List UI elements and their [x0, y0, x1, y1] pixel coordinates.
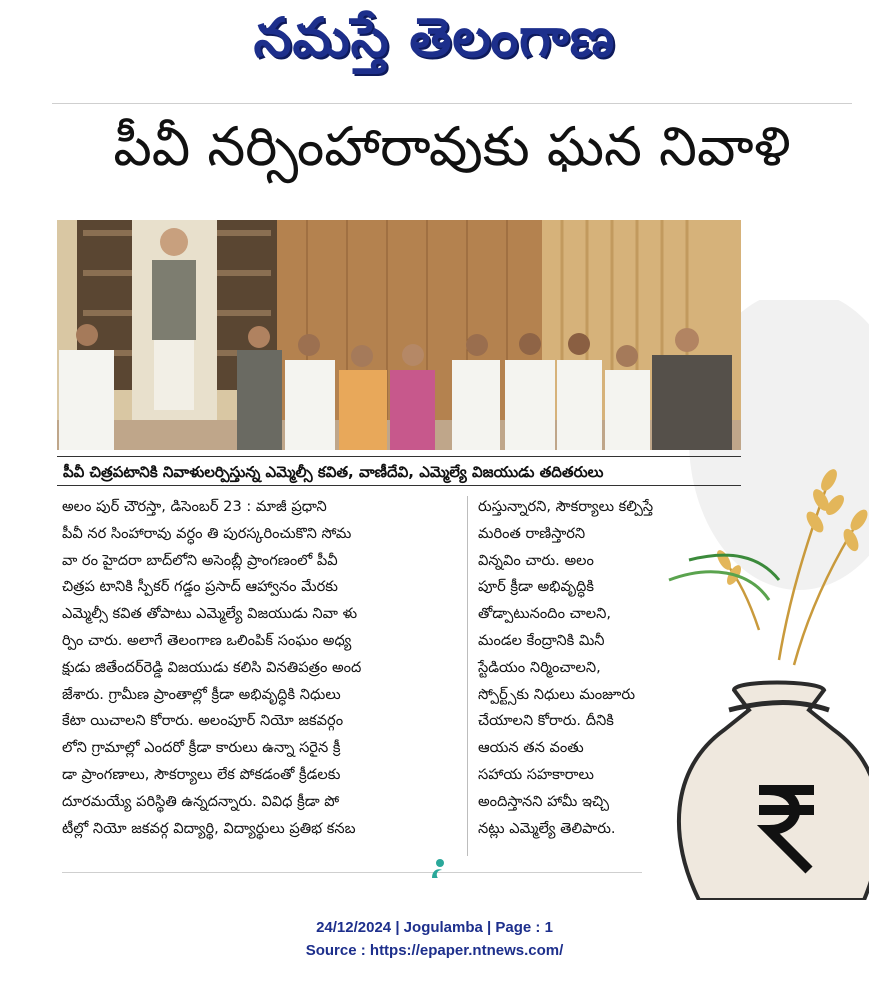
- body-text-line: చిత్రప టానికి స్పీకర్ గడ్డం ప్రసాద్ ఆహ్వానం మేరకు: [62, 578, 338, 596]
- footer-date-edition: 24/12/2024 | Jogulamba | Page : 1: [316, 919, 553, 936]
- article-photo: [57, 220, 741, 450]
- body-text-line: స్పోర్ట్స్‌కు నిధులు మంజూరు: [478, 685, 636, 703]
- footer-source: Source : https://epaper.ntnews.com/: [305, 942, 564, 959]
- bottom-rule: [62, 872, 642, 873]
- body-text-line: జేశారు. గ్రామీణ ప్రాంతాల్లో క్రీడా అభివృద్ధికి నిధులు: [62, 685, 341, 703]
- body-text-line: అలం పుర్ చౌరస్తా, డిసెంబర్ 23 : మాజీ ప్రధాని: [62, 498, 327, 515]
- page-footer: [0, 916, 869, 962]
- body-text-line: డా ప్రాంగణాలు, సౌకర్యాలు లేక పోకడంతో క్రీడలకు: [62, 765, 341, 783]
- body-text-line: అందిస్తానని హామీ ఇచ్చి: [478, 792, 610, 810]
- body-text-line: చేయాలని కోరారు. దీనికి: [478, 712, 614, 730]
- body-text-line: ఎమ్మెల్సీ కవిత తోపాటు ఎమ్మెల్యే విజయుడు నివా ళు: [62, 605, 358, 623]
- body-text-line: ర్పిం చారు. అలాగే తెలంగాణ ఒలింపిక్ సంఘం అధ్య: [62, 631, 352, 649]
- body-text-line: పీవీ నర సింహారావు వర్ధం తి పురస్కరించుకొని సోమ: [62, 524, 352, 542]
- body-text-line: తోడ్పాటునందిం చాలని,: [478, 605, 611, 623]
- body-text-line: మరింత రాణిస్తారని: [478, 524, 586, 542]
- body-text-line: ఆయన తన వంతు: [478, 739, 584, 757]
- body-text-line: పూర్ క్రీడా అభివృద్ధికి: [478, 578, 594, 596]
- body-text-line: క్షుడు జితేందర్‌రెడ్డి విజయుడు కలిసి వినతిపత్రం అంద: [62, 658, 362, 676]
- body-text-line: మండల కేంద్రానికి మినీ: [478, 631, 605, 649]
- body-text-line: కేటా యిచాలని కోరారు. అలంపూర్ నియో జకవర్గం: [62, 712, 344, 730]
- body-text-line: టీల్లో నియో జకవర్గ విద్యార్థి, విద్యార్థులు ప్రతిభ కనబ: [62, 819, 356, 837]
- body-text-line: రుస్తున్నారని, సౌకర్యాలు కల్పిస్తే: [478, 498, 654, 515]
- article-body-left-column: [62, 494, 462, 842]
- body-text-line: సహాయ సహకారాలు: [478, 765, 594, 783]
- newspaper-logo: నమస్తే తెలంగాణ: [253, 6, 616, 69]
- body-text-line: నట్లు ఎమ్మెల్యే తెలిపారు.: [478, 819, 616, 837]
- article-body-right-column: [478, 494, 718, 842]
- body-text-line: దూరమయ్యే పరిస్థితి ఉన్నదన్నారు. వివిధ క్రీడా పో: [62, 792, 340, 810]
- body-text-line: లోని గ్రామాల్లో ఎందరో క్రీడా కారులు ఉన్నా సరైన క్రీ: [62, 739, 341, 757]
- column-divider: [467, 496, 468, 856]
- photo-caption: పీవీ చిత్రపటానికి నివాళులర్పిస్తున్న ఎమ్మెల్సీ కవిత, వాణీదేవి, ఎమ్మెల్యే విజయుడు తదితరులు: [57, 456, 741, 486]
- body-text-line: వా రం హైదరా బాద్‌లోని అసెంబ్లీ ప్రాంగణంలో పీవీ: [62, 551, 338, 569]
- masthead: [0, 0, 869, 82]
- body-text-line: విన్నవిం చారు. అలం: [478, 551, 594, 569]
- article-headline: పీవీ నర్సింహారావుకు ఘన నివాళి: [113, 115, 791, 178]
- body-text-line: స్టేడియం నిర్మించాలని,: [478, 658, 601, 676]
- article-end-mark-icon: [428, 858, 448, 880]
- top-rule: [52, 103, 852, 104]
